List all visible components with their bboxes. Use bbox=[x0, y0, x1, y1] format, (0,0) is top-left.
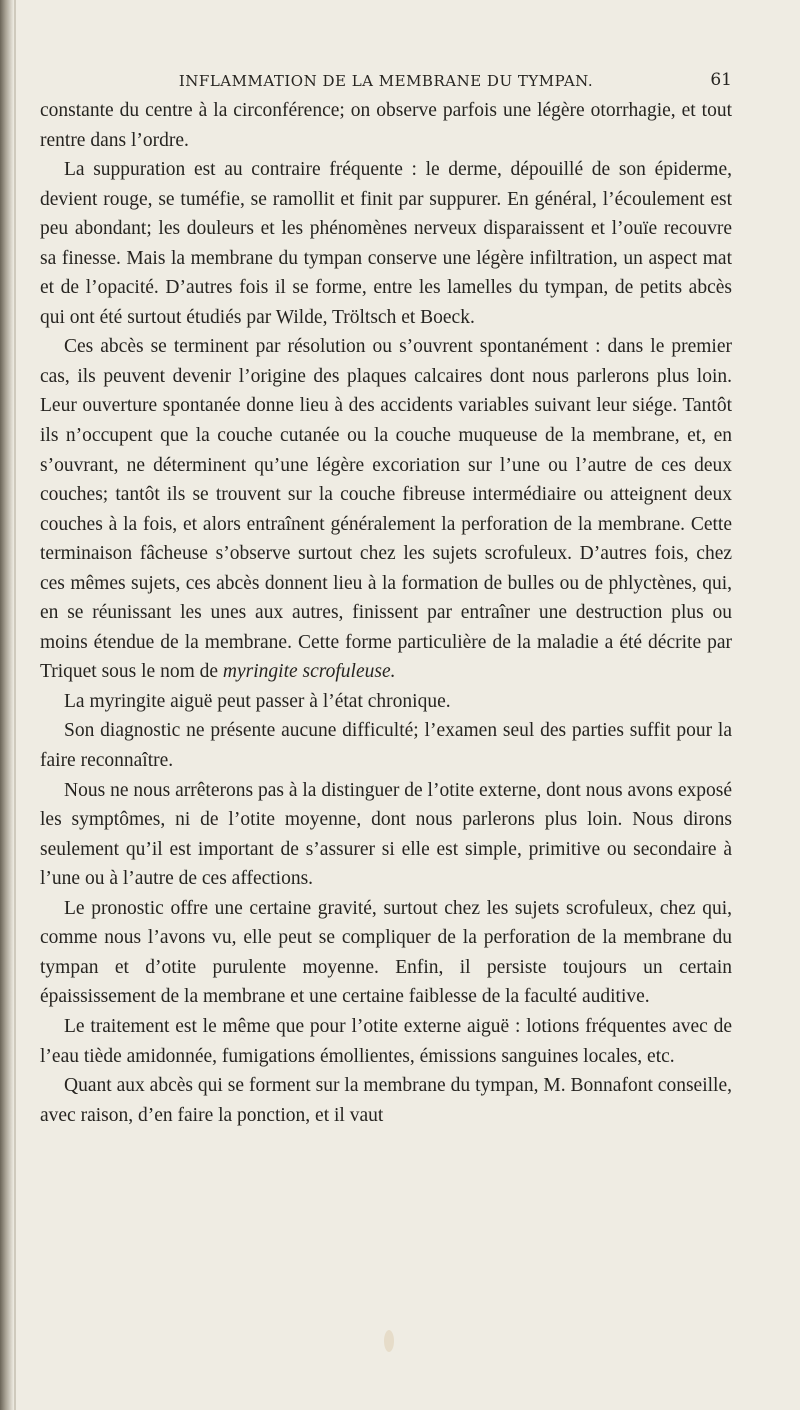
paper-stain bbox=[384, 1330, 394, 1352]
paragraph-3 bbox=[40, 332, 732, 687]
book-binding-shadow bbox=[0, 0, 14, 1410]
paragraph-9: Quant aux abcès qui se forment sur la membrane du tympan, M. Bonnafont conseille, avec raison, d’en faire la ponction, et il vaut bbox=[40, 1075, 732, 1126]
paragraph-4: La myringite aiguë peut passer à l’état chronique. bbox=[64, 690, 451, 712]
paragraph-6: Nous ne nous arrêterons pas à la distinguer de l’otite externe, dont nous avons exposé les symptômes, ni de l’otite moyenne, dont nous parlerons plus loin. Nous dirons seulement qu’il est important de s’assurer si elle est simple, primitive ou secondaire à l’une ou à l’autre de ces affections. bbox=[40, 779, 732, 890]
paragraph-1: constante du centre à la circonférence; on observe parfois une légère otorrhagie, et tout rentre dans l’ordre. bbox=[40, 100, 732, 151]
body-text bbox=[40, 96, 732, 1130]
paragraph-3-text: Ces abcès se terminent par résolution ou s’ouvrent spontanément : dans le premier cas, ils peuvent devenir l’origine des plaques calcaires dont nous parlerons plus loin. Leur ouverture spontanée donne lieu à des accidents variables suivant leur siége. Tantôt ils n’occupent que la couche cutanée ou la couche muqueuse de la membrane, et, en s’ouvrant, ne déterminent qu’une légère excoriation sur l’une ou l’autre de ces deux couches; tantôt ils se trouvent sur la couche fibreuse intermédiaire ou atteignent deux couches à la fois, et alors entraînent généralement la perforation de la membrane. Cette terminaison fâcheuse s’observe surtout chez les sujets scrofuleux. D’autres fois, chez ces mêmes sujets, ces abcès donnent lieu à la formation de bulles ou de phlyctènes, qui, en se réunissant les unes aux autres, finissent par entraîner une destruction plus ou moins étendue de la membrane. Cette forme particulière de la maladie a été décrite par Triquet sous le nom de bbox=[40, 336, 732, 683]
book-page bbox=[40, 66, 732, 1130]
paragraph-2: La suppuration est au contraire fréquente : le derme, dépouillé de son épiderme, devient rouge, se tuméfie, se ramollit et finit par suppurer. En général, l’écoulement est peu abondant; les douleurs et les phénomènes nerveux disparaissent et l’ouïe recouvre sa finesse. Mais la membrane du tympan conserve une légère infiltration, un aspect mat et de l’opacité. D’autres fois il se forme, entre les lamelles du tympan, de petits abcès qui ont été surtout étudiés par Wilde, Tröltsch et Boeck. bbox=[40, 159, 732, 328]
paragraph-3-italic-term: myringite scrofuleuse. bbox=[222, 661, 396, 683]
page-number: 61 bbox=[710, 70, 732, 90]
page-edge bbox=[14, 0, 16, 1410]
running-title: INFLAMMATION DE LA MEMBRANE DU TYMPAN. bbox=[178, 72, 594, 90]
running-head bbox=[40, 66, 732, 96]
paragraph-8: Le traitement est le même que pour l’otite externe aiguë : lotions fréquentes avec de l’eau tiède amidonnée, fumigations émollientes, émissions sanguines locales, etc. bbox=[40, 1015, 732, 1067]
paragraph-5: Son diagnostic ne présente aucune difficulté; l’examen seul des parties suffit pour la faire reconnaître. bbox=[40, 720, 732, 772]
paragraph-7: Le pronostic offre une certaine gravité, surtout chez les sujets scrofuleux, chez qui, comme nous l’avons vu, elle peut se compliquer de la perforation de la membrane du tympan et d’otite purulente moyenne. Enfin, il persiste toujours un certain épaississement de la membrane et une certaine faiblesse de la faculté auditive. bbox=[40, 897, 732, 1008]
